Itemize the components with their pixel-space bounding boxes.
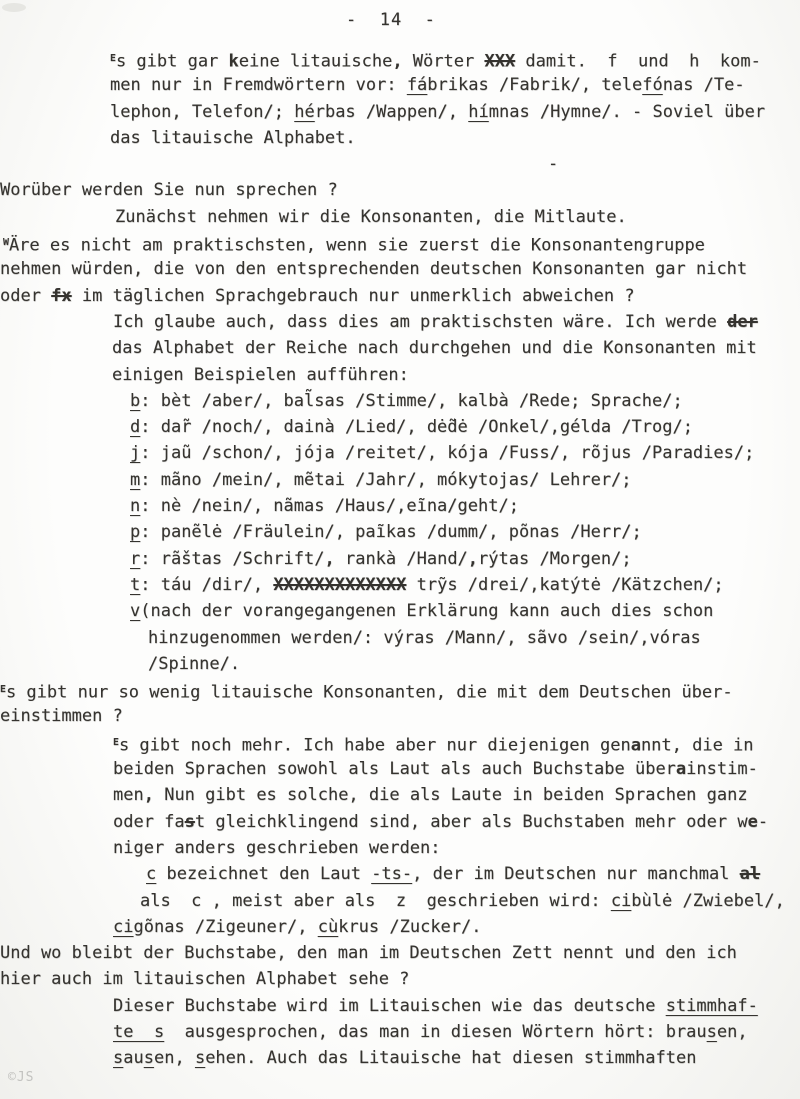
document-line: $^E$s gibt nur so wenig litauische Konsonanten, die mit dem Deutschen über- <box>0 682 733 703</box>
document-line: einigen Beispielen aufführen: <box>112 364 409 385</box>
document-line: Dieser Buchstabe wird im Litauischen wie das deutsche stimmhaf- <box>113 995 758 1016</box>
document-line: v(nach der vorangegangenen Erklärung kann auch dies schon <box>130 601 714 622</box>
document-line: m: mãno /mein/, mẽtai /Jahr/, mókytojas/ Lehrer/; <box>130 469 632 490</box>
document-line: hier auch im litauischen Alphabet sehe ? <box>0 969 410 990</box>
document-line: Und wo bleibt der Buchstabe, den man im Deutschen Zett nennt und den ich <box>0 943 737 964</box>
document-line: das Alphabet der Reiche nach durchgehen und die Konsonanten mit <box>112 338 757 359</box>
scan-smudge <box>2 3 26 12</box>
document-line: oder fx im täglichen Sprachgebrauch nur unmerklich abweichen ? <box>0 285 635 306</box>
document-line: /Spinne/. <box>148 653 241 674</box>
document-line: lephon, Telefon/; hérbas /Wappen/, hímnas /Hymne/. - Soviel über <box>110 101 766 122</box>
document-line: $^W$Äre es nicht am praktischsten, wenn sie zuerst die Konsonantengruppe <box>3 235 705 256</box>
document-line: men nur in Fremdwörtern vor: fábrikas /Fabrik/, telefónas /Te- <box>110 75 745 96</box>
document-line: Zunächst nehmen wir die Konsonanten, die Mitlaute. <box>115 206 627 227</box>
watermark: ©JS <box>8 1070 35 1085</box>
document-line: oder fast gleichklingend sind, aber als Buchstaben mehr oder we- <box>113 811 769 832</box>
document-line: $^E$s gibt gar keine litauische, Wörter XXX damit. f und h kom- <box>110 51 761 72</box>
document-line: d: dar̃ /noch/, dainà /Lied/, dė̃dė /Onkel/,gélda /Trog/; <box>130 417 693 438</box>
document-line: als c , meist aber als z geschrieben wird: cibùlė /Zwiebel/, <box>140 890 785 911</box>
document-line: hinzugenommen werden/: výras /Mann/, sãvo /sein/,vóras <box>148 627 701 648</box>
document-line: beiden Sprachen sowohl als Laut als auch Buchstabe überainstim- <box>113 759 758 780</box>
document-line: te s ausgesprochen, das man in diesen Wörtern hört: brausen, <box>113 1021 748 1042</box>
document-line: men, Nun gibt es solche, die als Laute in beiden Sprachen ganz <box>113 785 748 806</box>
document-line: cigõnas /Zigeuner/, cùkrus /Zucker/. <box>113 916 482 937</box>
document-line: Ich glaube auch, dass dies am praktischsten wäre. Ich werde der <box>113 311 758 332</box>
document-line: p: panẽlė /Fräulein/, paĩkas /dumm/, põnas /Herr/; <box>130 522 642 543</box>
document-line: sausen, sehen. Auch das Litauische hat diesen stimmhaften <box>113 1048 697 1069</box>
document-line: das litauische Alphabet. <box>110 127 356 148</box>
document-line: n: nè /nein/, nãmas /Haus/,eĩna/geht/; <box>130 496 519 517</box>
document-line: - <box>548 154 559 175</box>
document-line: nehmen würden, die von den entsprechenden deutschen Konsonanten gar nicht <box>0 259 748 280</box>
page-number: - 14 - <box>346 10 436 30</box>
document-line: $^E$s gibt noch mehr. Ich habe aber nur diejenigen genannt, die in <box>113 735 754 756</box>
document-body <box>0 46 800 1072</box>
document-line: c bezeichnet den Laut -ts-, der im Deutschen nur manchmal al <box>146 864 761 885</box>
document-line: t: táu /dir/, XXXXXXXXXXXXX trỹs /drei/,katýtė /Kätzchen/; <box>130 574 724 595</box>
document-line: b: bèt /aber/, bal̃sas /Stimme/, kalbà /Rede; Sprache/; <box>130 390 683 411</box>
document-line: j: jaũ /schon/, jója /reitet/, kója /Fuss/, rõjus /Paradies/; <box>130 443 755 464</box>
document-line: niger anders geschrieben werden: <box>113 837 441 858</box>
document-line: r: rãštas /Schrift/, rankà /Hand/,rýtas /Morgen/; <box>130 548 632 569</box>
document-line: Worüber werden Sie nun sprechen ? <box>0 180 338 201</box>
document-line: einstimmen ? <box>0 706 123 727</box>
